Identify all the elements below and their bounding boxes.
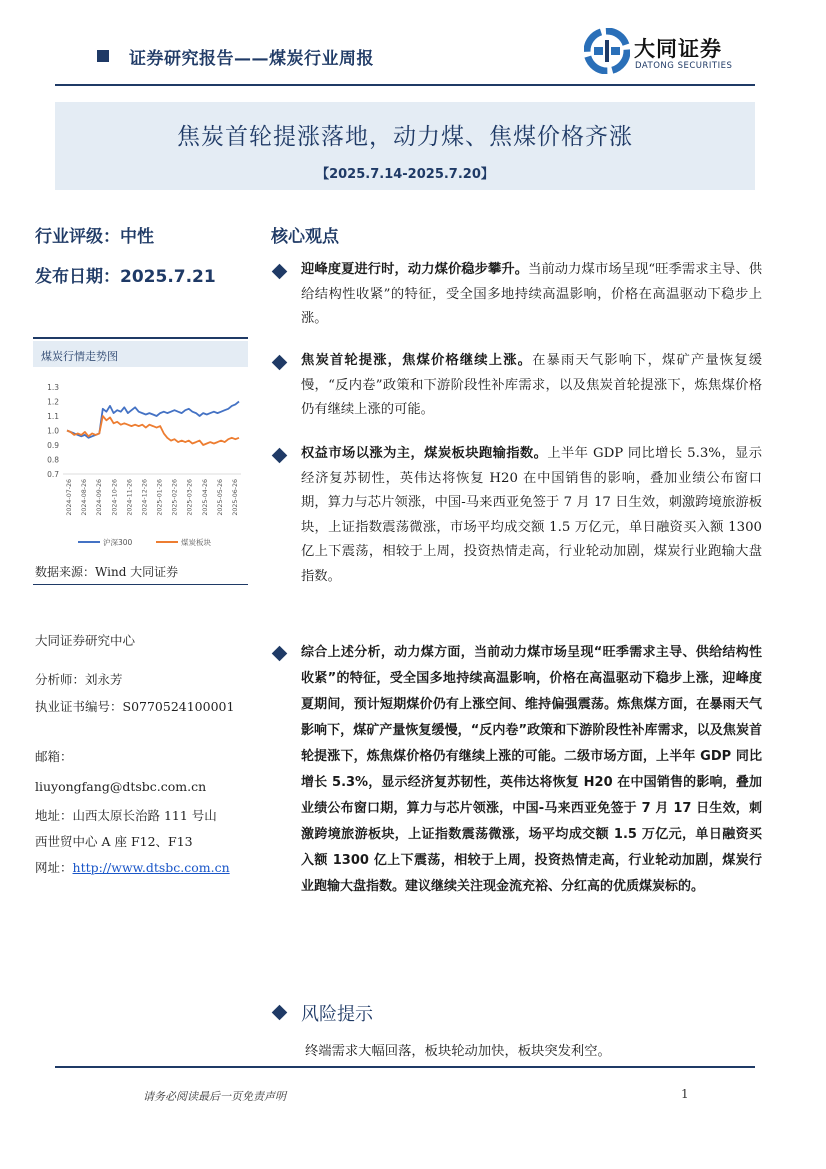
y-tick-label: 1.2 bbox=[47, 397, 59, 407]
series-line bbox=[67, 402, 239, 438]
logo-mark-icon bbox=[584, 28, 630, 74]
y-tick-label: 1.3 bbox=[47, 383, 59, 392]
x-tick-label: 2024-08-26 bbox=[81, 479, 89, 516]
view-paragraph-1 bbox=[301, 258, 762, 332]
footer-disclaimer: 请务必阅读最后一页免责声明 bbox=[143, 1090, 286, 1103]
page-number: 1 bbox=[681, 1087, 689, 1101]
view-2-heading: 焦炭首轮提涨，焦煤价格继续上涨。 bbox=[301, 353, 533, 368]
x-tick-label: 2025-02-26 bbox=[171, 479, 179, 516]
x-tick-label: 2025-05-26 bbox=[216, 479, 224, 516]
header-divider bbox=[55, 84, 755, 86]
view-3-text: 上半年 GDP 同比增长 5.3%，显示经济复苏韧性，英伟达将恢复 H20 在中国销售的影响，叠加业绩公布窗口期，算力与芯片领涨，中国-马来西亚免签于 7 月 17 日生效，刺激跨境旅游板块，上证指数震荡微涨，市场平均成交额 1.5 万亿元，单日融资买入额 1300 亿上下震荡，相较于上周，投资热情走高，行业轮动加剧，煤炭行业跑输大盘指数。 bbox=[301, 446, 762, 584]
industry-rating: 行业评级：中性 bbox=[35, 227, 154, 247]
x-tick-label: 2025-06-26 bbox=[232, 479, 239, 516]
analyst-name: 分析师：刘永芳 bbox=[35, 672, 123, 687]
x-tick-label: 2025-04-26 bbox=[201, 479, 209, 516]
view-paragraph-3 bbox=[301, 442, 762, 589]
x-tick-label: 2024-07-26 bbox=[66, 479, 73, 516]
chart-header bbox=[33, 341, 248, 367]
address-line-2: 西世贸中心 A 座 F12、F13 bbox=[35, 834, 193, 849]
cert-number: 执业证书编号：S0770524100001 bbox=[35, 699, 235, 714]
publish-date: 发布日期：2025.7.21 bbox=[35, 267, 216, 287]
legend-label: 煤炭板块 bbox=[181, 538, 211, 547]
y-tick-label: 0.7 bbox=[47, 470, 59, 479]
view-paragraph-2 bbox=[301, 349, 762, 423]
logo-cn: 大同证券 bbox=[634, 37, 722, 61]
report-type: 证券研究报告——煤炭行业周报 bbox=[129, 48, 374, 69]
bullet-diamond-icon bbox=[272, 264, 288, 280]
x-tick-label: 2024-12-26 bbox=[141, 479, 149, 516]
view-2-text: 在暴雨天气影响下，煤矿产量恢复缓慢，“反内卷”政策和下游阶段性补库需求，以及焦炭首轮提涨下，炼焦煤价格仍有继续上涨的可能。 bbox=[301, 353, 763, 417]
summary-paragraph: 综合上述分析，动力煤方面，当前动力煤市场呈现“旺季需求主导、供给结构性收紧”的特征，受全国多地持续高温影响，价格在高温驱动下稳步上涨，迎峰度夏期间，预计短期煤价仍有上涨空间、维持偏强震荡。炼焦煤方面，在暴雨天气影响下，煤矿产量恢复缓慢，“反内卷”政策和下游阶段性补库需求，以及焦炭首轮提涨下，炼焦煤价格仍有继续上涨的可能。二级市场方面，上半年 GDP 同比增长 5.3%，显示经济复苏韧性，英伟达将恢复 H20 在中国销售的影响，叠加业绩公布窗口期，算力与芯片领涨，中国-马来西亚免签于 7 月 17 日生效，刺激跨境旅游板块，上证指数震荡微涨，场平均成交额 1.5 万亿元，单日融资买入额 1300 亿上下震荡，相较于上周，投资热情走高，行业轮动加剧，煤炭行业跑输大盘指数。建议继续关注现金流充裕、分红高的优质煤炭标的。 bbox=[301, 645, 762, 894]
series-line bbox=[67, 416, 239, 445]
report-title: 焦炭首轮提涨落地，动力煤、焦煤价格齐涨 bbox=[177, 124, 633, 150]
chart-title: 煤炭行情走势图 bbox=[41, 350, 118, 363]
company-logo bbox=[584, 28, 764, 78]
chart-footer-divider bbox=[33, 584, 248, 585]
bullet-diamond-icon bbox=[272, 646, 288, 662]
x-tick-label: 2024-09-26 bbox=[96, 479, 104, 516]
legend-label: 沪深300 bbox=[103, 538, 133, 547]
website-row bbox=[35, 858, 230, 876]
website-link[interactable]: http://www.dtsbc.com.cn bbox=[72, 860, 230, 875]
footer-divider bbox=[55, 1066, 755, 1068]
logo-en: DATONG SECURITIES bbox=[635, 61, 733, 71]
core-views-title: 核心观点 bbox=[271, 227, 339, 247]
x-tick-label: 2025-01-26 bbox=[156, 479, 164, 516]
risk-text: 终端需求大幅回落，板块轮动加快，板块突发利空。 bbox=[305, 1044, 611, 1059]
address-line-1: 地址：山西太原长治路 111 号山 bbox=[35, 808, 217, 823]
view-3-heading: 权益市场以涨为主，煤炭板块跑输指数。 bbox=[301, 446, 548, 461]
report-date-range: 【2025.7.14-2025.7.20】 bbox=[316, 167, 494, 182]
view-1-heading: 迎峰度夏进行时，动力煤价稳步攀升。 bbox=[301, 262, 529, 277]
x-tick-label: 2024-10-26 bbox=[111, 479, 119, 516]
title-band bbox=[55, 102, 755, 190]
website-label: 网址： bbox=[35, 860, 73, 875]
email-label: 邮箱： bbox=[35, 749, 73, 764]
report-header bbox=[97, 40, 374, 72]
bullet-diamond-icon bbox=[272, 448, 288, 464]
view-1-text: 当前动力煤市场呈现“旺季需求主导、供给结构性收紧”的特征，受全国多地持续高温影响，价格在高温驱动下稳步上涨。 bbox=[301, 262, 762, 326]
market-chart bbox=[33, 337, 248, 585]
chart-plot bbox=[33, 379, 248, 554]
chart-source: 数据来源：Wind 大同证券 bbox=[35, 565, 179, 579]
y-tick-label: 1.1 bbox=[47, 412, 59, 421]
email-address[interactable]: liuyongfang@dtsbc.com.cn bbox=[35, 779, 207, 794]
x-tick-label: 2025-03-26 bbox=[186, 479, 194, 516]
bullet-diamond-icon bbox=[272, 355, 288, 371]
header-square-icon bbox=[97, 50, 109, 62]
risk-title: 风险提示 bbox=[301, 1004, 373, 1025]
research-center: 大同证券研究中心 bbox=[35, 633, 136, 648]
x-tick-label: 2024-11-26 bbox=[126, 479, 134, 516]
bullet-diamond-icon bbox=[272, 1005, 288, 1021]
y-tick-label: 0.8 bbox=[47, 455, 59, 465]
y-tick-label: 0.9 bbox=[47, 441, 59, 450]
y-tick-label: 1.0 bbox=[47, 426, 59, 436]
